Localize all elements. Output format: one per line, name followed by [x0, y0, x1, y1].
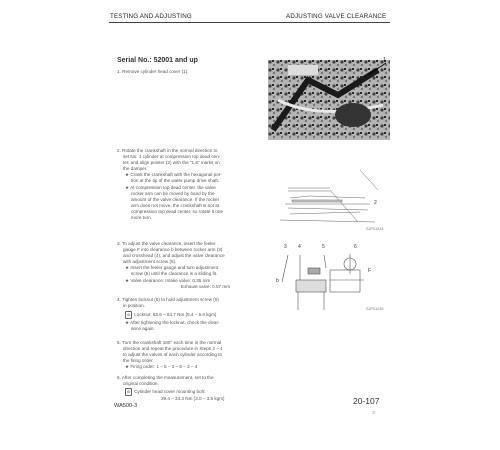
fig3-label-3: 3 — [284, 244, 287, 250]
step-6-spec: ⚙ Cylinder head cover mounting bolt: — [117, 388, 277, 396]
rocker-arm-figure — [268, 240, 390, 315]
step-3-line-1: To adjust the valve clearance, insert the feeler — [122, 241, 216, 246]
step-4-line-1: Tighten locknut (6) to hold adjustment screw (5) — [122, 297, 219, 302]
fig3-label-5: 5 — [322, 244, 325, 250]
step-3-bullet-1: ★ Insert the feeler gauge and turn adjustment — [125, 265, 219, 271]
step-2-line-4: the damper. — [123, 166, 148, 172]
step-2-bullet-2-cont-3: arm does not move, the crankshaft is not at — [131, 202, 220, 208]
footer-revision: ⑦ — [372, 410, 376, 415]
step-5-line-1: Turn the crankshaft 180° each time in the normal — [122, 340, 222, 345]
step-2-line-2: set No. 1 cylinder at compression top dead cen- — [123, 154, 221, 160]
step-4-spec: ⚙ Locknut: 53.6 – 64.7 Nm {5.4 – 6.6 kgm} — [117, 311, 267, 319]
step-4 — [117, 297, 267, 332]
step-5-line-3: to adjust the valves of each cylinder according to — [123, 352, 223, 358]
step-3-line-2: gauge F into clearance b between rocker arm (3) — [123, 247, 223, 253]
engine-photo — [268, 57, 390, 140]
step-3-line-4: with adjustment screw (5). — [123, 259, 177, 265]
step-4-bullet: ★ After tightening the locknut, check the clear- — [125, 320, 220, 326]
step-2-bullet-2: ★ At compression top dead center, the valve — [125, 184, 216, 190]
step-1-line-1: Remove cylinder head cover (1). — [122, 69, 189, 74]
step-5-line-2: direction and repeat the procedure in Steps 2 – 4 — [123, 346, 223, 352]
header-right: ADJUSTING VALVE CLEARANCE — [286, 13, 387, 20]
fig3-label-b: b — [276, 278, 279, 284]
step-6 — [117, 375, 277, 402]
header-left: TESTING AND ADJUSTING — [110, 13, 192, 20]
step-3-num: 3. — [117, 241, 121, 246]
fig3-number: SJP01235 — [366, 307, 384, 311]
step-4-line-2: in position. — [123, 303, 145, 309]
step-3-line-3: and crosshead (4), and adjust the valve clearance — [123, 253, 225, 259]
step-3-bullet-2: ★ Valve clearance: Intake valve: 0.35 mm — [125, 277, 211, 283]
fig3-label-F: F — [368, 268, 372, 274]
torque-wrench-icon: ⚙ — [125, 311, 132, 319]
step-4-bullet-cont: ance again. — [131, 326, 155, 332]
step-2-bullet-2-cont-4: compression top dead center, so rotate it one — [131, 208, 223, 214]
step-2-bullet-1-cont: tion at the tip of the water pump drive shaft. — [131, 178, 220, 184]
step-1 — [117, 69, 267, 75]
damper-figure — [270, 160, 390, 235]
fig3-label-4: 4 — [298, 244, 301, 250]
step-6-line-1: After completing the measurement, set to the — [121, 375, 214, 380]
fig2-number: SJP01234 — [366, 227, 384, 231]
step-6-line-2: original condition. — [123, 381, 159, 387]
step-2-line-3: ter, and align pointer (2) with the "1.6" marks on — [123, 160, 220, 166]
step-2-bullet-1: ★ Crank the crankshaft with the hexagonal por- — [125, 172, 222, 178]
step-3-bullet-1-cont: screw (5) until the clearance is a sliding fit. — [131, 271, 218, 277]
step-5 — [117, 340, 267, 370]
serial-heading: Serial No.: 52001 and up — [117, 57, 198, 64]
step-2-bullet-2-cont-1: rocker arm can be moved by hand by the — [131, 190, 215, 196]
step-3-exhaust: Exhaust valve: 0.57 mm — [181, 283, 231, 289]
photo-label: 1 — [383, 57, 386, 63]
step-2 — [117, 148, 267, 221]
step-1-num: 1. — [117, 69, 121, 74]
step-2-num: 2. — [117, 148, 121, 153]
fig2-label: 2 — [374, 200, 377, 206]
footer-page-number: 20-107 — [353, 396, 380, 406]
step-5-line-4: the firing order. — [123, 358, 154, 364]
step-6-spec-value: 29.4 – 34.3 Nm {3.0 – 3.5 kgm} — [161, 396, 225, 402]
step-5-num: 5. — [117, 340, 121, 345]
torque-wrench-icon: ⚙ — [125, 388, 132, 396]
step-2-line-1: Rotate the crankshaft in the normal direction to — [122, 148, 218, 153]
step-2-bullet-2-cont-5: more turn. — [131, 215, 152, 221]
header-rule — [109, 22, 390, 23]
fig3-label-6: 6 — [354, 244, 357, 250]
footer-model: WA500-3 — [114, 403, 138, 409]
step-5-bullet: ★ Firing order: 1 – 5 – 3 – 6 – 2 – 4 — [125, 364, 198, 370]
step-3 — [117, 241, 267, 290]
step-6-num: 6. — [117, 375, 121, 380]
step-2-bullet-2-cont-2: amount of the valve clearance. If the rocker — [131, 196, 220, 202]
step-4-num: 4. — [117, 297, 121, 302]
